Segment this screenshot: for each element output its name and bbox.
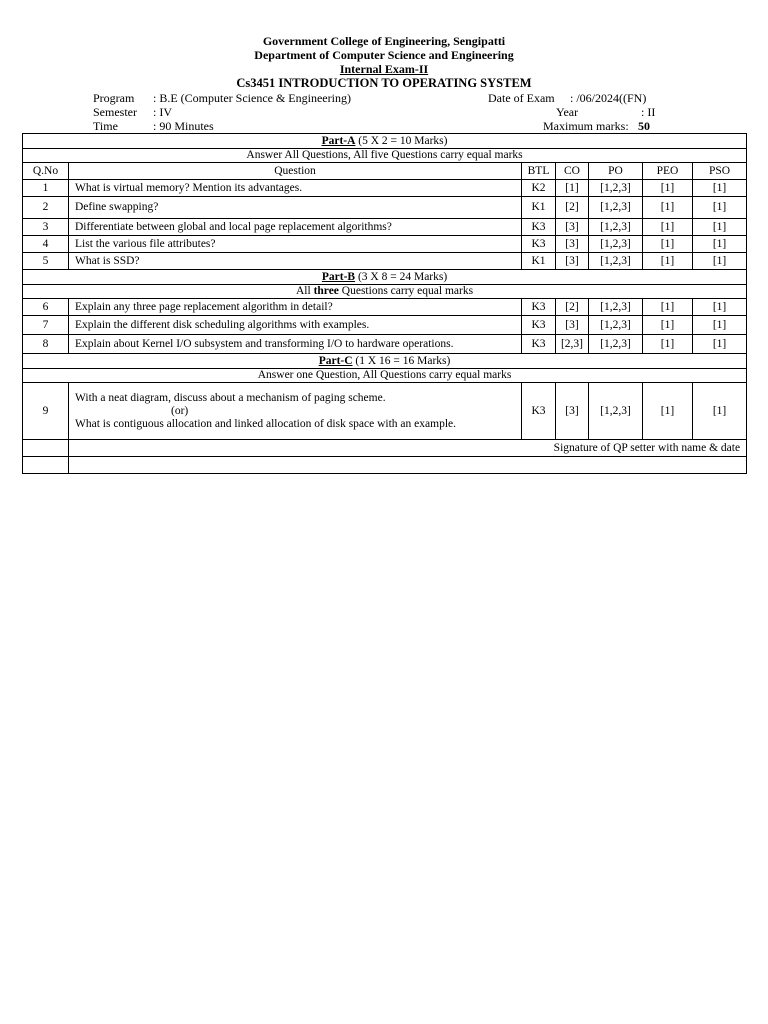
program-label: Program [93,91,135,105]
part-b-header-row [23,270,747,285]
pso-cell: [1] [693,253,747,270]
question-cell: Explain any three page replacement algorithm in detail? [69,299,522,316]
peo-cell: [1] [643,299,693,316]
part-b-instruction-row [23,285,747,299]
date-label: Date of Exam [488,91,555,105]
column-header-row [23,163,747,180]
signature-area [69,457,747,474]
table-row [23,197,747,219]
btl-cell: K3 [522,316,556,335]
po-cell: [1,2,3] [589,383,643,440]
table-row [23,180,747,197]
po-cell: [1,2,3] [589,316,643,335]
pso-cell: [1] [693,299,747,316]
po-cell: [1,2,3] [589,253,643,270]
exam-title: Internal Exam-II [339,62,429,76]
question-cell: Differentiate between global and local page replacement algorithms? [69,219,522,236]
part-a-instruction: Answer All Questions, All five Questions carry equal marks [23,149,747,163]
po-cell: [1,2,3] [589,236,643,253]
part-c-title: Part-C [318,354,353,367]
table-row [23,335,747,354]
signature-blank-row [23,457,747,474]
college-name: Government College of Engineering, Sengipatti [262,34,506,48]
col-header-po: PO [589,163,643,180]
course-title: Cs3451 INTRODUCTION TO OPERATING SYSTEM [236,76,532,90]
po-cell: [1,2,3] [589,335,643,354]
peo-cell: [1] [643,316,693,335]
qno-cell: 9 [23,383,69,440]
date-value: : /06/2024((FN) [570,91,647,105]
qno-cell: 6 [23,299,69,316]
col-header-peo: PEO [643,163,693,180]
po-cell: [1,2,3] [589,180,643,197]
program-value: : B.E (Computer Science & Engineering) [153,91,351,105]
co-cell: [2,3] [556,335,589,354]
co-cell: [2] [556,299,589,316]
question-cell: Explain about Kernel I/O subsystem and transforming I/O to hardware operations. [69,335,522,354]
col-header-question: Question [69,163,522,180]
peo-cell: [1] [643,219,693,236]
part-b-instruction-bold: three [313,285,339,297]
peo-cell: [1] [643,197,693,219]
qno-cell: 4 [23,236,69,253]
pso-cell: [1] [693,236,747,253]
btl-cell: K1 [522,253,556,270]
part-a-header-row [23,134,747,149]
qno-cell: 8 [23,335,69,354]
col-header-qno: Q.No [23,163,69,180]
btl-cell: K3 [522,219,556,236]
co-cell: [3] [556,253,589,270]
po-cell: [1,2,3] [589,299,643,316]
question-cell: Define swapping? [69,197,522,219]
blank-cell [23,457,69,474]
part-b-heading [23,270,747,285]
question-option-1: With a neat diagram, discuss about a mechanism of paging scheme. [75,391,386,404]
table-row [23,299,747,316]
part-b-title: Part-B [321,270,356,283]
part-a-instruction-row [23,149,747,163]
col-header-pso: PSO [693,163,747,180]
qno-cell: 2 [23,197,69,219]
col-header-btl: BTL [522,163,556,180]
signature-label: Signature of QP setter with name & date [69,440,747,457]
pso-cell: [1] [693,316,747,335]
co-cell: [3] [556,236,589,253]
time-value: : 90 Minutes [153,119,214,133]
peo-cell: [1] [643,180,693,197]
qno-cell: 5 [23,253,69,270]
part-a-title: Part-A [321,134,356,147]
table-row [23,219,747,236]
pso-cell: [1] [693,383,747,440]
part-c-header-row [23,354,747,369]
semester-label: Semester [93,105,137,119]
question-cell: What is virtual memory? Mention its advantages. [69,180,522,197]
co-cell: [1] [556,180,589,197]
peo-cell: [1] [643,253,693,270]
part-b-instruction-pre: All [296,285,314,297]
pso-cell: [1] [693,335,747,354]
signature-row [23,440,747,457]
co-cell: [2] [556,197,589,219]
part-b-instruction-post: Questions carry equal marks [338,285,474,297]
question-cell [69,383,522,440]
question-option-2: What is contiguous allocation and linked allocation of disk space with an example. [75,417,456,430]
co-cell: [3] [556,219,589,236]
question-or: (or) [171,404,189,417]
question-table [22,133,747,474]
year-label: Year [556,105,579,119]
table-row [23,253,747,270]
max-marks-value: 50 [638,119,650,133]
question-cell: What is SSD? [69,253,522,270]
part-c-marks: (1 X 16 = 16 Marks) [352,354,451,367]
po-cell: [1,2,3] [589,197,643,219]
part-b-instruction [23,285,747,299]
btl-cell: K3 [522,383,556,440]
pso-cell: [1] [693,219,747,236]
time-label: Time [93,119,118,133]
co-cell: [3] [556,316,589,335]
semester-value: : IV [153,105,172,119]
peo-cell: [1] [643,335,693,354]
pso-cell: [1] [693,180,747,197]
question-cell: Explain the different disk scheduling algorithms with examples. [69,316,522,335]
max-marks-label: Maximum marks: [543,119,629,133]
signature-blank-cell [23,440,69,457]
btl-cell: K3 [522,299,556,316]
part-a-marks: (5 X 2 = 10 Marks) [355,134,448,147]
question-cell: List the various file attributes? [69,236,522,253]
table-row [23,383,747,440]
btl-cell: K1 [522,197,556,219]
co-cell: [3] [556,383,589,440]
table-row [23,236,747,253]
po-cell: [1,2,3] [589,219,643,236]
peo-cell: [1] [643,383,693,440]
pso-cell: [1] [693,197,747,219]
btl-cell: K3 [522,236,556,253]
qno-cell: 7 [23,316,69,335]
table-row [23,316,747,335]
part-c-instruction: Answer one Question, All Questions carry equal marks [23,369,747,383]
part-b-marks: (3 X 8 = 24 Marks) [355,270,448,283]
qno-cell: 3 [23,219,69,236]
department-name: Department of Computer Science and Engineering [254,48,514,62]
qno-cell: 1 [23,180,69,197]
btl-cell: K3 [522,335,556,354]
part-c-heading [23,354,747,369]
year-value: : II [641,105,656,119]
part-c-instruction-row [23,369,747,383]
col-header-co: CO [556,163,589,180]
part-a-heading [23,134,747,149]
peo-cell: [1] [643,236,693,253]
btl-cell: K2 [522,180,556,197]
